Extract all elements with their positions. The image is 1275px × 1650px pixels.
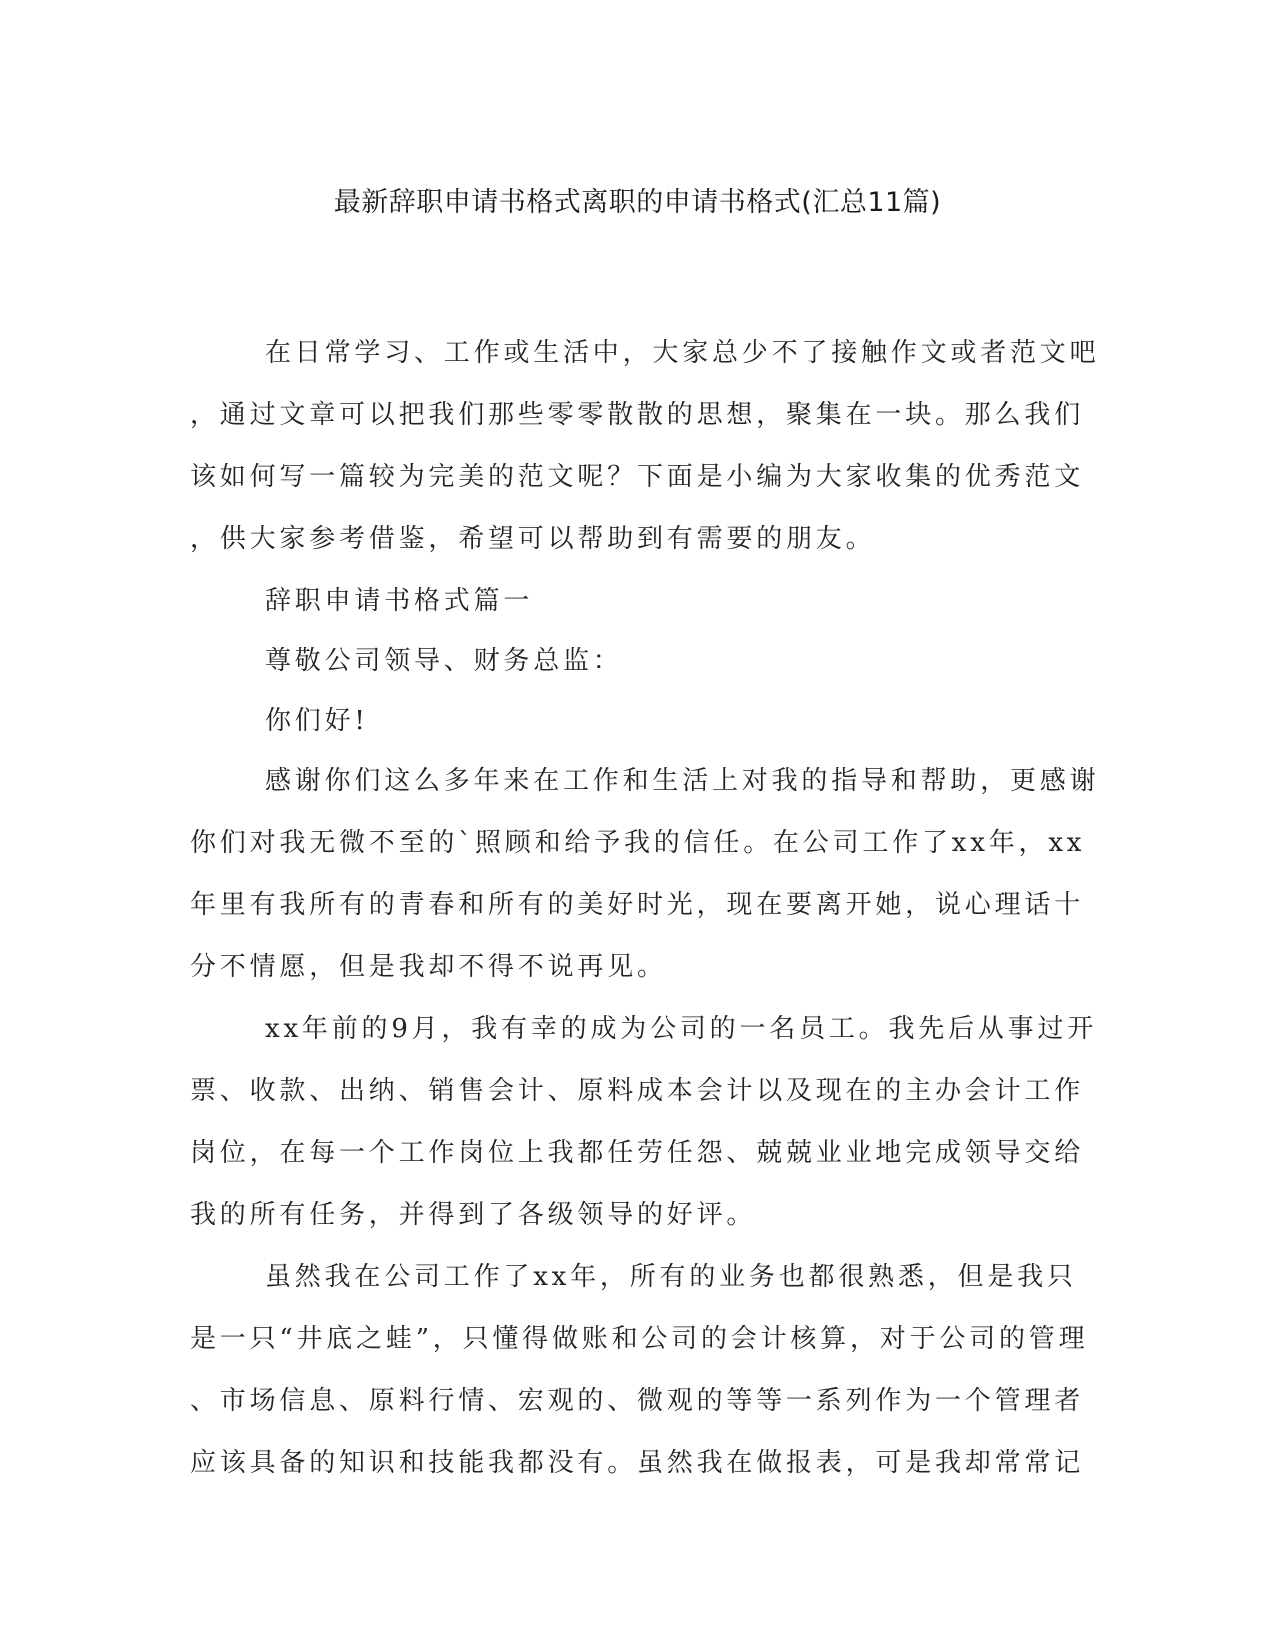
paragraph-line: 我的所有任务，并得到了各级领导的好评。 (190, 1200, 757, 1230)
document-title: 最新辞职申请书格式离职的申请书格式(汇总11篇) (333, 187, 942, 218)
paragraph-line: 在日常学习、工作或生活中，大家总少不了接触作文或者范文吧 (265, 338, 1100, 368)
paragraph-line: 感谢你们这么多年来在工作和生活上对我的指导和帮助，更感谢 (265, 766, 1100, 796)
paragraph-line: 票、收款、出纳、销售会计、原料成本会计以及现在的主办会计工作 (190, 1076, 1085, 1106)
greeting: 你们好! (265, 706, 369, 736)
section-heading: 辞职申请书格式篇一 (265, 586, 534, 616)
paragraph-line: ，通过文章可以把我们那些零零散散的思想，聚集在一块。那么我们 (190, 400, 1085, 430)
document-body (190, 333, 1100, 1505)
paragraph-line: 、市场信息、原料行情、宏观的、微观的等等一系列作为一个管理者 (190, 1386, 1085, 1416)
paragraph-line: 你们对我无微不至的`照顾和给予我的信任。在公司工作了xx年，xx (190, 828, 1086, 858)
paragraph-line: 虽然我在公司工作了xx年，所有的业务也都很熟悉，但是我只 (265, 1262, 1077, 1292)
paragraph-line: xx年前的9月，我有幸的成为公司的一名员工。我先后从事过开 (265, 1014, 1098, 1044)
paragraph-line: ，供大家参考借鉴，希望可以帮助到有需要的朋友。 (190, 524, 876, 554)
paragraph-line: 年里有我所有的青春和所有的美好时光，现在要离开她，说心理话十 (190, 890, 1085, 920)
salutation: 尊敬公司领导、财务总监： (265, 646, 623, 676)
paragraph-line: 岗位，在每一个工作岗位上我都任劳任怨、兢兢业业地完成领导交给 (190, 1138, 1085, 1168)
paragraph-line: 应该具备的知识和技能我都没有。虽然我在做报表，可是我却常常记 (190, 1448, 1085, 1478)
paragraph-line: 该如何写一篇较为完美的范文呢？下面是小编为大家收集的优秀范文 (190, 462, 1085, 492)
paragraph-line: 分不情愿，但是我却不得不说再见。 (190, 952, 667, 982)
paragraph-line: 是一只“井底之蛙”，只懂得做账和公司的会计核算，对于公司的管理 (190, 1324, 1089, 1354)
